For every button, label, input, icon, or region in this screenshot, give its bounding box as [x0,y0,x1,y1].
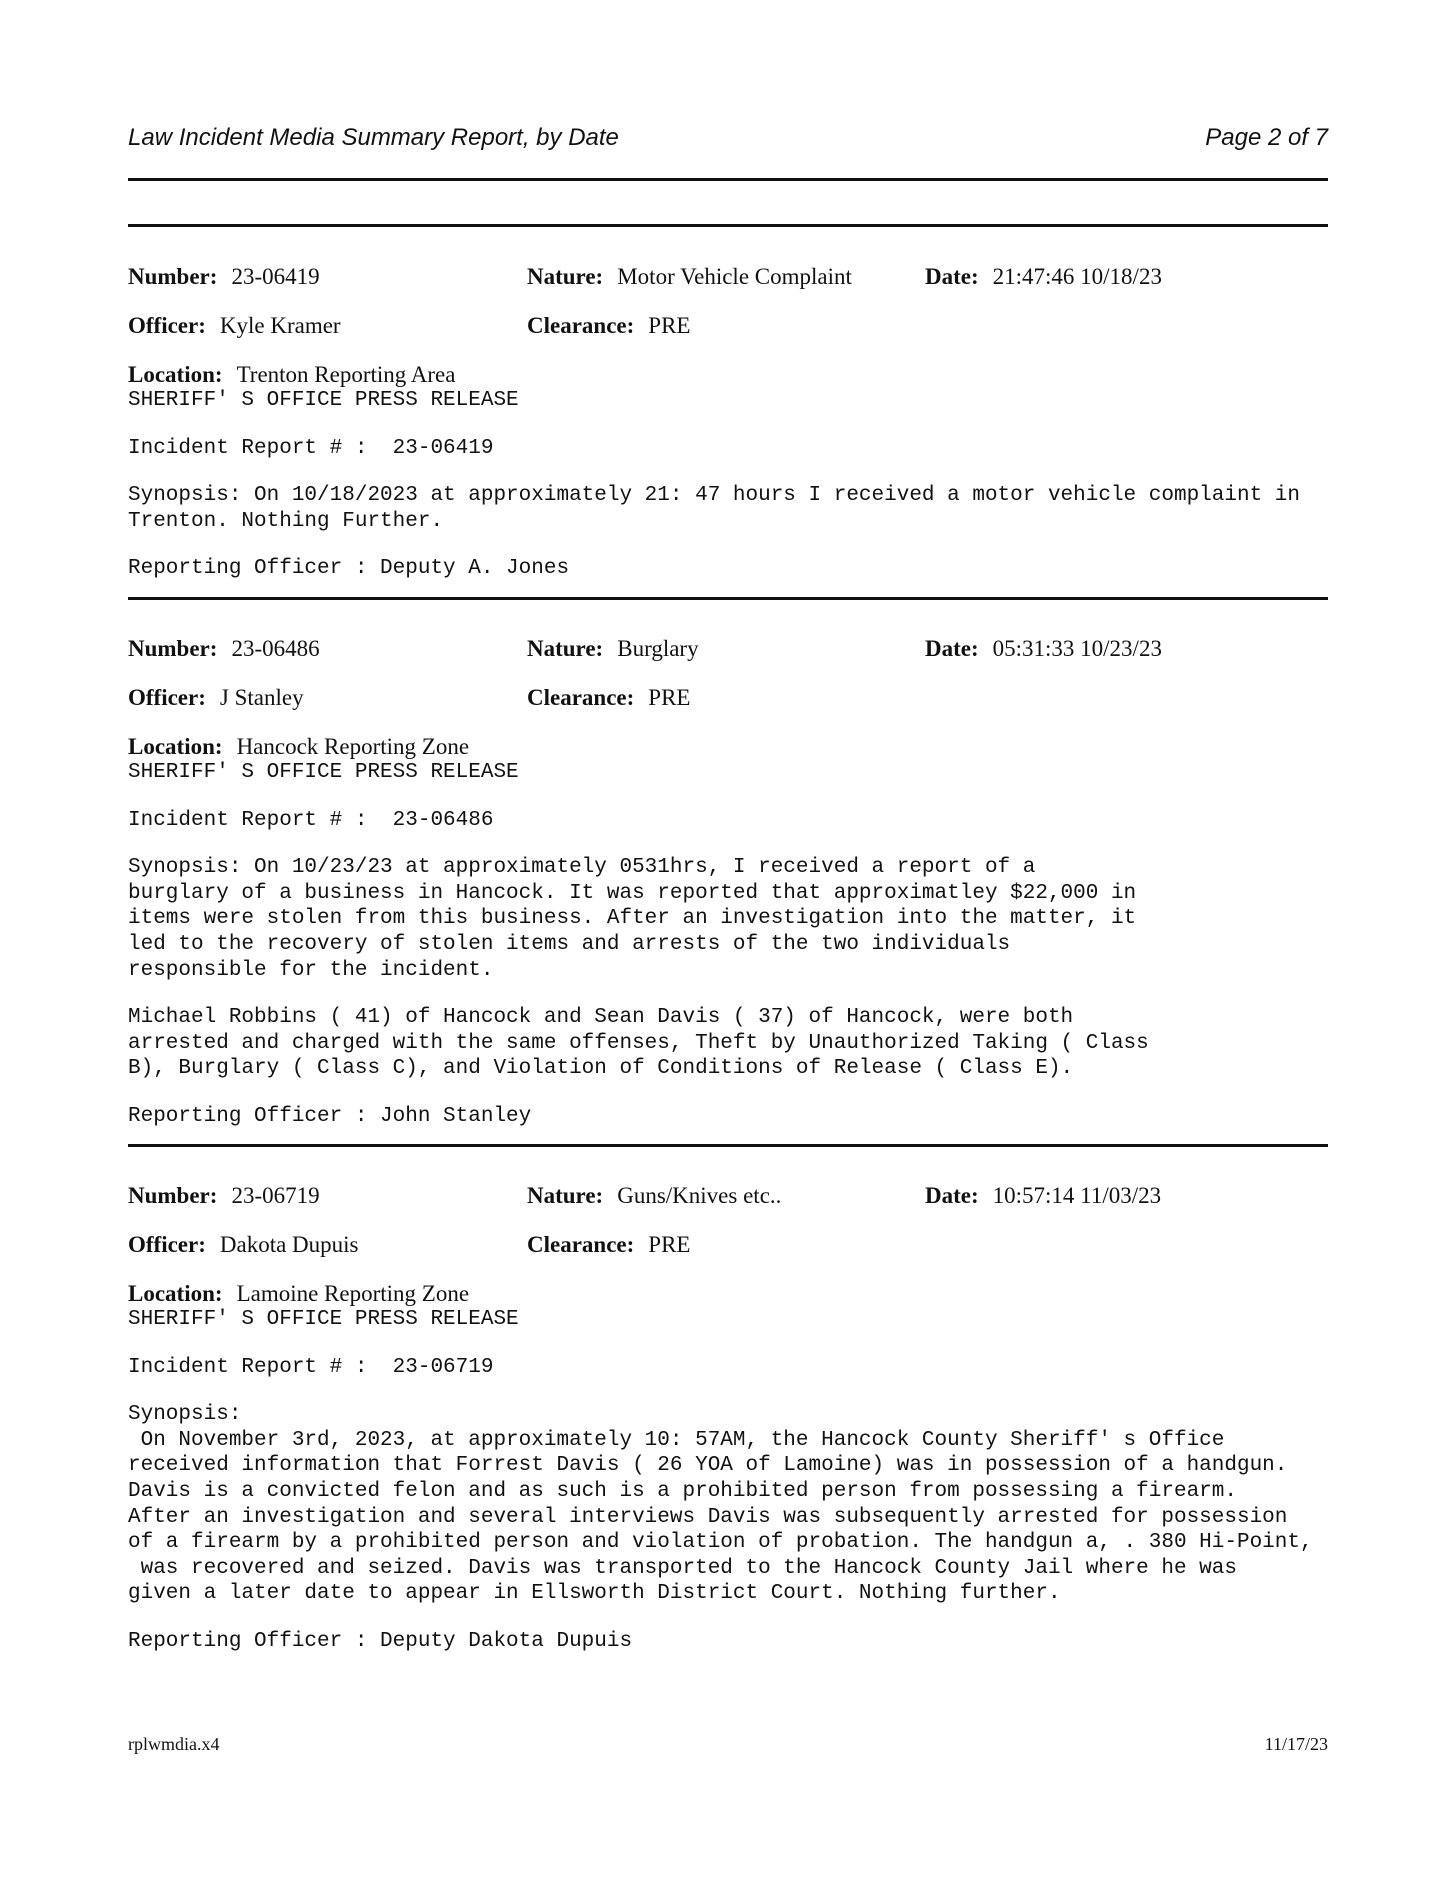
press-release-label: SHERIFF' S OFFICE PRESS RELEASE [128,1308,519,1331]
clearance-field: Clearance: PRE [527,1232,691,1257]
number-field: Number: 23-06419 [128,264,320,289]
incident-report-number: Incident Report # : 23-06486 [128,808,494,832]
clearance-field: Clearance: PRE [527,313,691,338]
officer-field: Officer: J Stanley [128,685,304,710]
incident-report-number: Incident Report # : 23-06719 [128,1355,494,1379]
incident-report-number: Incident Report # : 23-06419 [128,436,494,460]
location-value: Hancock Reporting Zone [236,734,470,759]
page-header [128,124,1328,160]
incident-record [128,1183,1328,1655]
synopsis-text: Synopsis: On 10/23/23 at approximately 0531hrs, I received a report of a burglary of a business in Hancock. It was reported that approximatley $22,000 in items were stolen from this business. After an investigation into the matter, it led to the recovery of stolen items and arrests of the two individuals responsible for the incident. [128,856,1137,982]
report-title: Law Incident Media Summary Report, by Date [128,124,619,151]
officer-value: Dakota Dupuis [219,1232,359,1257]
record-officer-row [128,313,1328,362]
number-value: 23-06419 [231,264,320,289]
nature-field: Nature: Guns/Knives etc.. [527,1183,782,1208]
footer-report-code: rplwmdia.x4 [128,1734,220,1754]
number-field: Number: 23-06719 [128,1183,320,1208]
location-field: Location: Trenton Reporting Area [128,362,456,387]
number-value: 23-06486 [231,636,320,661]
date-value: 05:31:33 10/23/23 [992,636,1162,661]
officer-field: Officer: Kyle Kramer [128,313,341,338]
location-field: Location: Hancock Reporting Zone [128,734,470,759]
incident-record [128,636,1328,1130]
nature-value: Motor Vehicle Complaint [617,264,852,289]
date-field: Date: 21:47:46 10/18/23 [925,264,1162,289]
record-header-row [128,636,1328,685]
record-header-row [128,264,1328,313]
date-value: 10:57:14 11/03/23 [992,1183,1162,1208]
record-officer-row [128,1232,1328,1281]
nature-value: Burglary [617,636,699,661]
location-value: Lamoine Reporting Zone [236,1281,470,1306]
synopsis-text: Synopsis: On 10/18/2023 at approximately 21: 47 hours I received a motor vehicle complaint in Trenton. Nothing Further. [128,484,1300,533]
reporting-officer: Reporting Officer : Deputy A. Jones [128,557,570,581]
reporting-officer: Reporting Officer : Deputy Dakota Dupuis [128,1629,633,1653]
record-officer-row [128,685,1328,734]
record-header-row [128,1183,1328,1232]
nature-field: Nature: Burglary [527,636,699,661]
divider [128,1144,1328,1147]
date-field: Date: 05:31:33 10/23/23 [925,636,1162,661]
divider [128,597,1328,600]
officer-field: Officer: Dakota Dupuis [128,1232,359,1257]
page-number: Page 2 of 7 [1205,124,1328,151]
date-field: Date: 10:57:14 11/03/23 [925,1183,1162,1208]
press-release-label: SHERIFF' S OFFICE PRESS RELEASE [128,389,519,412]
divider [128,224,1328,227]
number-value: 23-06719 [231,1183,320,1208]
footer-date: 11/17/23 [1264,1734,1328,1754]
clearance-value: PRE [648,685,691,710]
nature-value: Guns/Knives etc.. [617,1183,782,1208]
press-release-label: SHERIFF' S OFFICE PRESS RELEASE [128,761,519,784]
divider [128,178,1328,181]
clearance-field: Clearance: PRE [527,685,691,710]
clearance-value: PRE [648,1232,691,1257]
synopsis-text: Synopsis: On November 3rd, 2023, at approximately 10: 57AM, the Hancock County Sheriff' s Office received information that Forrest Davis ( 26 YOA of Lamoine) was in possession of a handgun. Davis is a convicted felon and as such is a prohibited person from possessing a firearm. After an investigation and several interviews Davis was subsequently arrested for possession of a firearm by a prohibited person and violation of probation. The handgun a, . 380 Hi-Point, was recovered and seized. Davis was transported to the Hancock County Jail where he was given a later date to appear in Ellsworth District Court. Nothing further. [128,1403,1313,1606]
synopsis-extra-text: Michael Robbins ( 41) of Hancock and Sean Davis ( 37) of Hancock, were both arrested and charged with the same offenses, Theft by Unauthorized Taking ( Class B), Burglary ( Class C), and Violation of Conditions of Release ( Class E). [128,1006,1149,1081]
location-value: Trenton Reporting Area [236,362,456,387]
officer-value: J Stanley [219,685,304,710]
reporting-officer: Reporting Officer : John Stanley [128,1104,532,1128]
number-field: Number: 23-06486 [128,636,320,661]
nature-field: Nature: Motor Vehicle Complaint [527,264,852,289]
clearance-value: PRE [648,313,691,338]
incident-record [128,264,1328,582]
officer-value: Kyle Kramer [219,313,341,338]
location-field: Location: Lamoine Reporting Zone [128,1281,470,1306]
date-value: 21:47:46 10/18/23 [992,264,1162,289]
